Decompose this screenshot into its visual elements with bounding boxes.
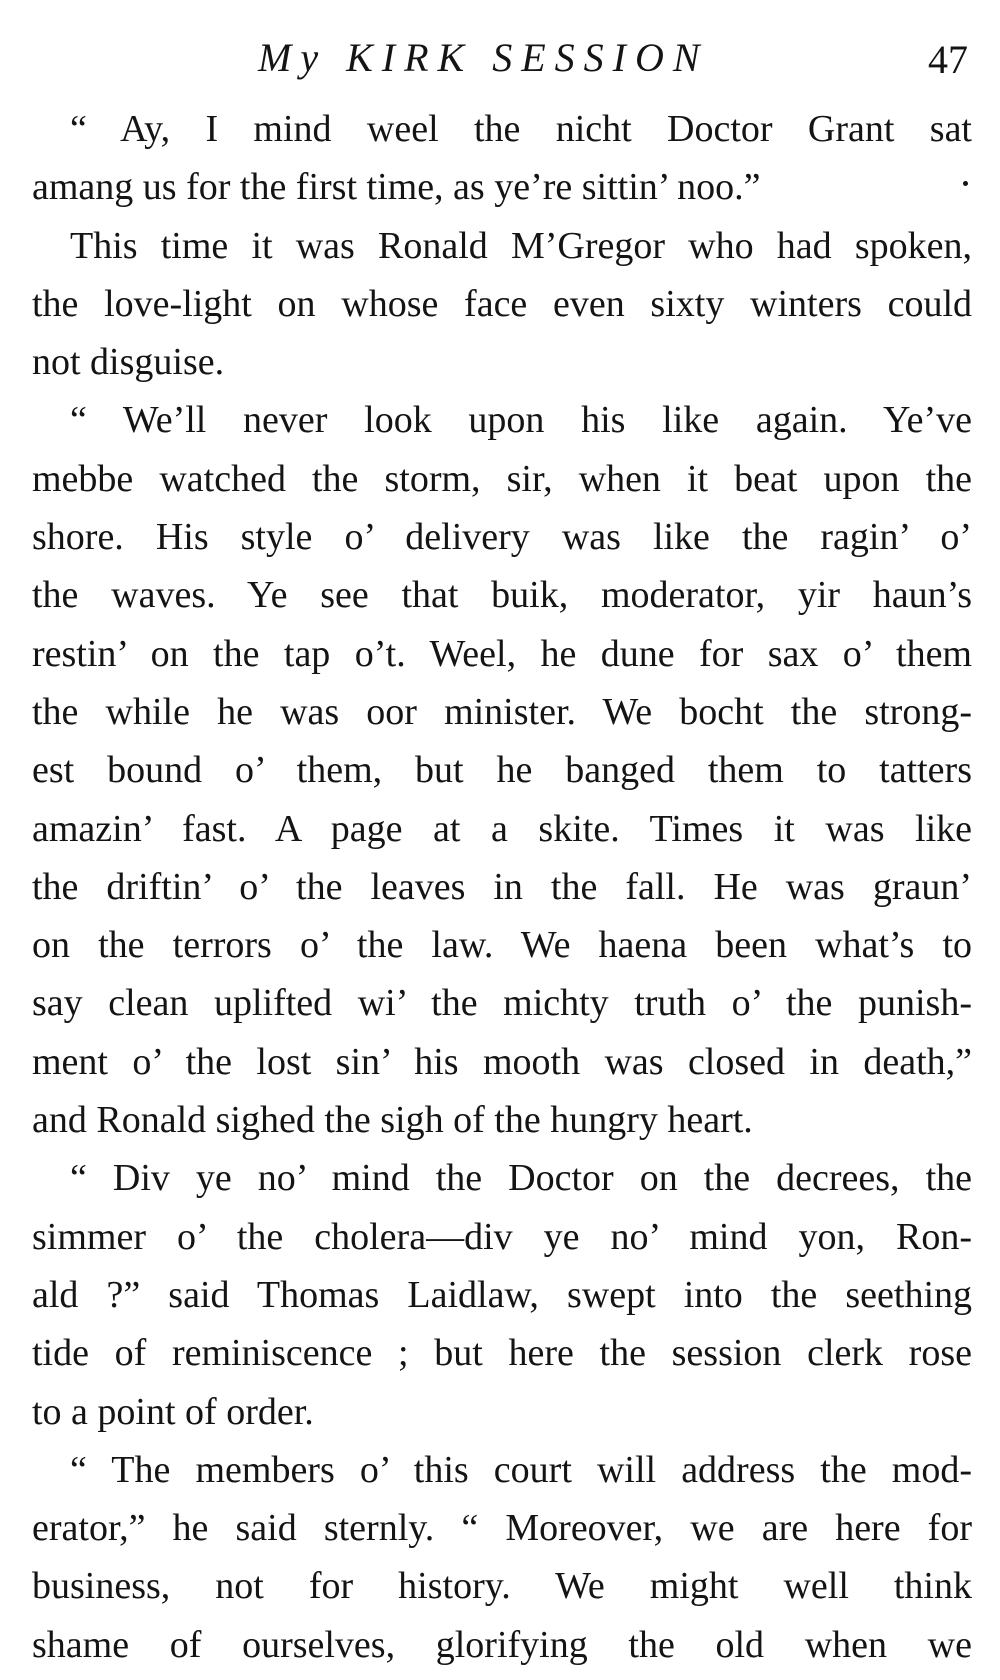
text-line: shore. His style o’ delivery was like the ragin’ o’ xyxy=(32,516,972,559)
text-line: the driftin’ o’ the leaves in the fall. He was graun’ xyxy=(32,865,972,908)
text-line: and Ronald sighed the sigh of the hungry heart. xyxy=(32,1099,753,1142)
text-line: tide of reminiscence ; but here the session clerk rose xyxy=(32,1332,972,1375)
body-text xyxy=(32,100,972,1674)
text-line: the waves. Ye see that buik, moderator, yir haun’s xyxy=(32,574,972,617)
text-line: restin’ on the tap o’t. Weel, he dune for sax o’ them xyxy=(32,632,972,675)
text-line: on the terrors o’ the law. We haena been what’s to xyxy=(32,924,972,967)
text-line: the love-light on whose face even sixty winters could xyxy=(32,282,972,325)
text-line: simmer o’ the cholera—div ye no’ mind yon, Ron- xyxy=(32,1215,972,1258)
text-line: est bound o’ them, but he banged them to tatters xyxy=(32,749,972,792)
text-line: erator,” he said sternly. “ Moreover, we are here for xyxy=(32,1507,972,1550)
text-line: business, not for history. We might well think xyxy=(32,1565,972,1608)
text-line: “ Ay, I mind weel the nicht Doctor Grant sat xyxy=(70,108,972,150)
text-line: mebbe watched the storm, sir, when it beat upon the xyxy=(32,457,972,500)
text-line: the while he was oor minister. We bocht the strong- xyxy=(32,690,972,733)
text-line: This time it was Ronald M’Gregor who had spoken, xyxy=(70,224,972,267)
text-line: amazin’ fast. A page at a skite. Times it was like xyxy=(32,807,972,850)
page-number: 47 xyxy=(928,37,968,82)
running-head xyxy=(0,28,1000,88)
text-line: “ We’ll never look upon his like again. Ye’ve xyxy=(70,399,972,442)
text-line: “ The members o’ this court will address the mod- xyxy=(70,1448,972,1491)
text-line: ment o’ the lost sin’ his mooth was closed in death,” xyxy=(32,1040,972,1083)
text-line: not disguise. xyxy=(32,341,225,384)
text-line: say clean uplifted wi’ the michty truth o’ the punish- xyxy=(32,982,972,1025)
running-title: My KIRK SESSION xyxy=(258,35,709,80)
text-line: ald ?” said Thomas Laidlaw, swept into the seething xyxy=(32,1273,972,1316)
text-line: to a point of order. xyxy=(32,1390,314,1433)
text-line: shame of ourselves, glorifying the old when we xyxy=(32,1623,972,1666)
text-line: amang us for the first time, as ye’re sittin’ noo.” xyxy=(32,166,761,209)
text-line: “ Div ye no’ mind the Doctor on the decrees, the xyxy=(70,1157,972,1200)
